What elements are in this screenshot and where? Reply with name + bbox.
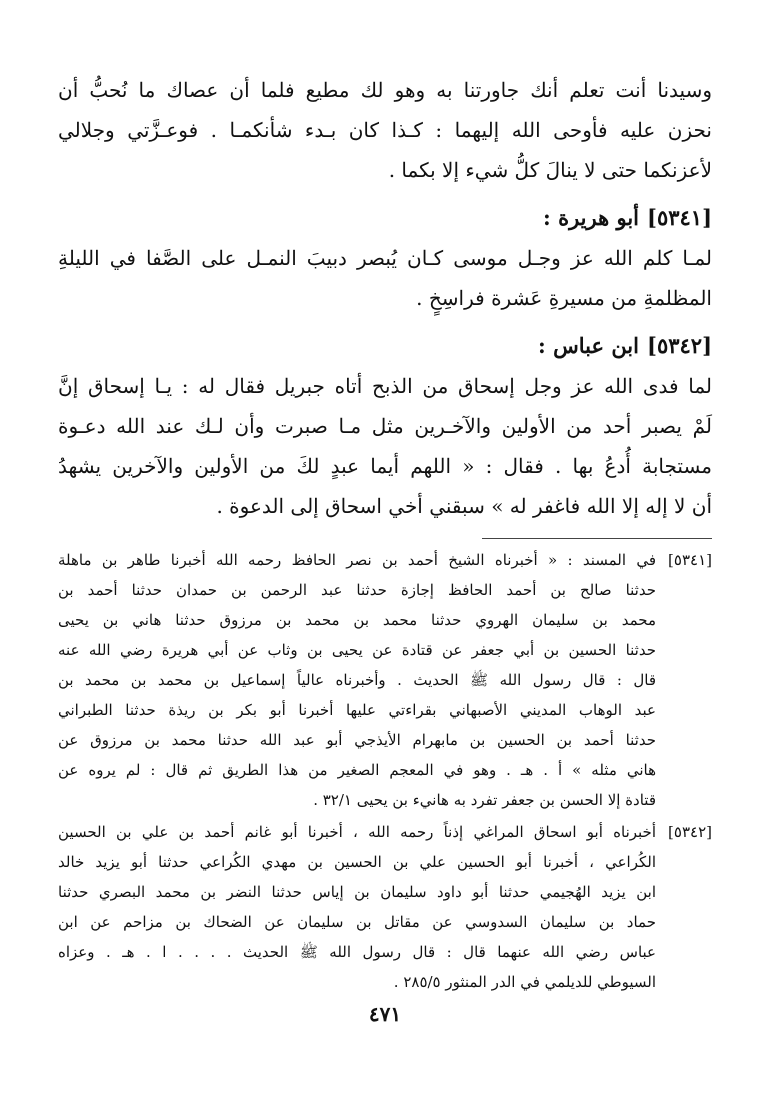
entry-number: [٥٣٤١] xyxy=(647,205,712,230)
entry-5341 xyxy=(58,198,712,318)
footnote-5342 xyxy=(58,817,712,997)
footnote-line: السيوطي للديلمي في الدر المنثور ٢٨٥/٥ . xyxy=(393,973,656,991)
footnote-line: ابن يزيد الهُجيمي حدثنا أبو داود سليمان بن إياس حدثنا النضر بن محمد البصري حدثنا xyxy=(58,883,656,901)
footnote-line: أخبرناه أبو اسحاق المراغي إذناً رحمه الله ، أخبرنا أبو غانم أحمد بن علي بن الحسين xyxy=(58,823,656,841)
intro-paragraph xyxy=(58,70,712,190)
page-number: ٤٧١ xyxy=(368,1002,402,1026)
footnote-body xyxy=(58,545,656,815)
footnote-line: حدثنا الحسين بن أبي جعفر عن قتادة عن يحيى بن وثاب عن أبي هريرة رضي الله عنه xyxy=(58,641,656,659)
footnote-line: حدثنا أحمد بن الحسين بن مابهرام الأيذجي أبو عبد الله حدثنا محمد بن مرزوق عن xyxy=(58,731,656,749)
text-line: لَمْ يصبر أحد من الأولين والآخـرين مثل مـا صبرت وأن لـك عند الله دعـوة xyxy=(58,414,712,438)
footnote-line: حماد بن سليمان السدوسي عن مقاتل بن سليمان عن الضحاك بن مزاحم عن ابن xyxy=(58,913,656,931)
text-line: لأعزنكما حتى لا ينالَ كلُّ شيء إلا بكما . xyxy=(388,158,712,182)
entry-number: [٥٣٤٢] xyxy=(647,333,712,358)
entry-heading xyxy=(58,326,712,366)
footnote-line: عباس رضي الله عنهما قال : قال رسول الله ﷺ الحديث . . . . ا . هـ . وعزاه xyxy=(58,943,656,961)
footnote-line: حدثنا صالح بن أحمد الحافظ إجازة حدثنا عبد الرحمن بن حمدان حدثنا أحمد بن xyxy=(58,581,656,599)
footnote-line: محمد بن سليمان الهروي حدثنا محمد بن محمد بن مرزوق حدثنا هاني بن يحيى xyxy=(58,611,656,629)
footnote-line: قتادة إلا الحسن بن جعفر تفرد به هانيء بن يحيى ٣٢/١ . xyxy=(313,791,656,809)
footnote-divider xyxy=(482,538,712,539)
text-line: مستجابة أُدعُ بها . فقال : « اللهم أيما عبدٍ لكَ من الأولين والآخرين يشهدُ xyxy=(58,454,712,478)
text-line: وسيدنا أنت تعلم أنك جاورتنا به وهو لك مطيع فلما أن عصاك ما نُحبُّ أن xyxy=(58,78,712,102)
footnote-line: هاني مثله » أ . هـ . وهو في المعجم الصغير من هذا الطريق ثم قال : لم يروه عن xyxy=(58,761,656,779)
footnote-line: الكُراعي ، أخبرنا أبو الحسين علي بن الحسين بن مهدي الكُراعي حدثنا أبو يزيد خالد xyxy=(58,853,656,871)
page xyxy=(58,70,712,997)
footnote-number: [٥٣٤٢] xyxy=(668,823,712,841)
text-line: لمـا كلم الله عز وجـل موسى كـان يُبصر دبيبَ النمـل على الصَّفا في الليلةِ xyxy=(58,246,712,270)
footnote-line: في المسند : « أخبرناه الشيخ أحمد بن نصر الحافظ رحمه الله أخبرنا طاهر بن ماهلة xyxy=(58,551,656,569)
entry-heading xyxy=(58,198,712,238)
entry-5342 xyxy=(58,326,712,526)
footnote-5341 xyxy=(58,545,712,815)
text-line: المظلمةِ من مسيرةِ عَشرة فراسِخٍ . xyxy=(416,286,712,310)
text-line: لما فدى الله عز وجل إسحاق من الذبح أتاه جبريل فقال له : يـا إسحاق إنَّ xyxy=(58,374,712,398)
footnote-number: [٥٣٤١] xyxy=(668,551,712,569)
text-line: نحزن عليه فأوحى الله إليهما : كـذا كان بـدء شأنكمـا . فوعـزَّتي وجلالي xyxy=(58,118,712,142)
text-line: أن لا إله إلا الله فاغفر له » سبقني أخي اسحاق إلى الدعوة . xyxy=(216,494,712,518)
entry-narrator: أبو هريرة : xyxy=(543,205,639,230)
entry-narrator: ابن عباس : xyxy=(538,333,639,358)
footnote-line: عبد الوهاب المديني الأصبهاني بقراءتي عليها أخبرنا أبو بكر بن ريذة حدثنا الطبراني xyxy=(58,701,656,719)
footnote-line: قال : قال رسول الله ﷺ الحديث . وأخبرناه عالياً إسماعيل بن محمد بن محمد بن xyxy=(58,671,656,689)
footnote-body xyxy=(58,817,656,997)
